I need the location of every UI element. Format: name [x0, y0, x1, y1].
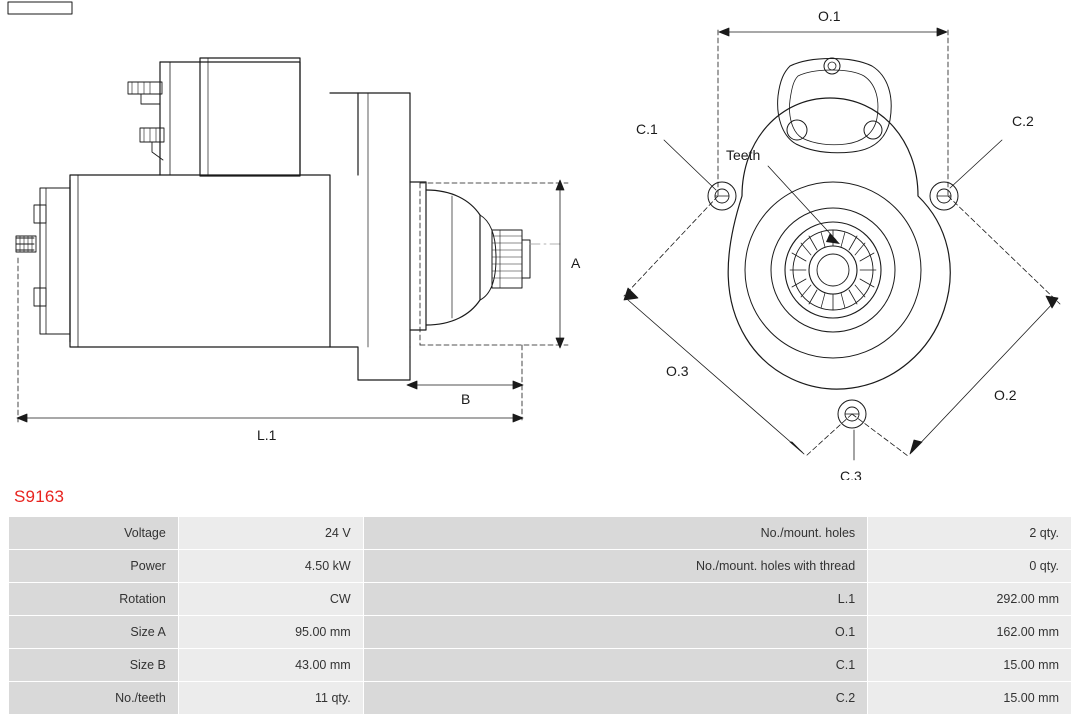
label-dim-C3: C.3: [840, 468, 862, 480]
spec-value: 292.00 mm: [868, 583, 1072, 616]
dimension-B: [407, 345, 523, 420]
spec-label: L.1: [363, 583, 867, 616]
label-dim-L1: L.1: [257, 427, 277, 443]
dimension-O2: [852, 196, 1060, 456]
label-dim-C2: C.2: [1012, 113, 1034, 129]
specifications-table: [8, 516, 1072, 715]
table-row: [9, 616, 1072, 649]
label-dim-O2: O.2: [994, 387, 1017, 403]
corner-marker: [8, 2, 72, 14]
dimension-O1: [718, 28, 948, 196]
spec-value: 15.00 mm: [868, 649, 1072, 682]
spec-label: No./teeth: [9, 682, 179, 715]
part-number: S9163: [14, 487, 65, 506]
spec-label: Voltage: [9, 517, 179, 550]
spec-label: No./mount. holes with thread: [363, 550, 867, 583]
spec-label: O.1: [363, 616, 867, 649]
spec-value: 24 V: [178, 517, 363, 550]
spec-label: C.1: [363, 649, 867, 682]
spec-label: Rotation: [9, 583, 179, 616]
spec-label: Size A: [9, 616, 179, 649]
spec-value: 11 qty.: [178, 682, 363, 715]
table-row: [9, 517, 1072, 550]
spec-value: 2 qty.: [868, 517, 1072, 550]
starter-side-view: [16, 58, 568, 422]
label-dim-O1: O.1: [818, 8, 841, 24]
spec-label: Power: [9, 550, 179, 583]
dimension-O3: [624, 196, 852, 456]
spec-value: 43.00 mm: [178, 649, 363, 682]
table-row: [9, 583, 1072, 616]
label-dim-B: B: [461, 391, 471, 407]
dimension-L1: [17, 258, 523, 422]
table-row: [9, 682, 1072, 715]
spec-value: 95.00 mm: [178, 616, 363, 649]
spec-value: 15.00 mm: [868, 682, 1072, 715]
spec-value: CW: [178, 583, 363, 616]
table-row: [9, 550, 1072, 583]
spec-value: 162.00 mm: [868, 616, 1072, 649]
spec-label: Size B: [9, 649, 179, 682]
label-teeth: Teeth: [726, 147, 761, 163]
label-dim-O3: O.3: [666, 363, 689, 379]
spec-label: No./mount. holes: [363, 517, 867, 550]
spec-label: C.2: [363, 682, 867, 715]
label-dim-A: A: [571, 255, 581, 271]
mount-hole-c2: [930, 182, 958, 210]
label-dim-C1: C.1: [636, 121, 658, 137]
spec-value: 0 qty.: [868, 550, 1072, 583]
table-row: [9, 649, 1072, 682]
spec-value: 4.50 kW: [178, 550, 363, 583]
